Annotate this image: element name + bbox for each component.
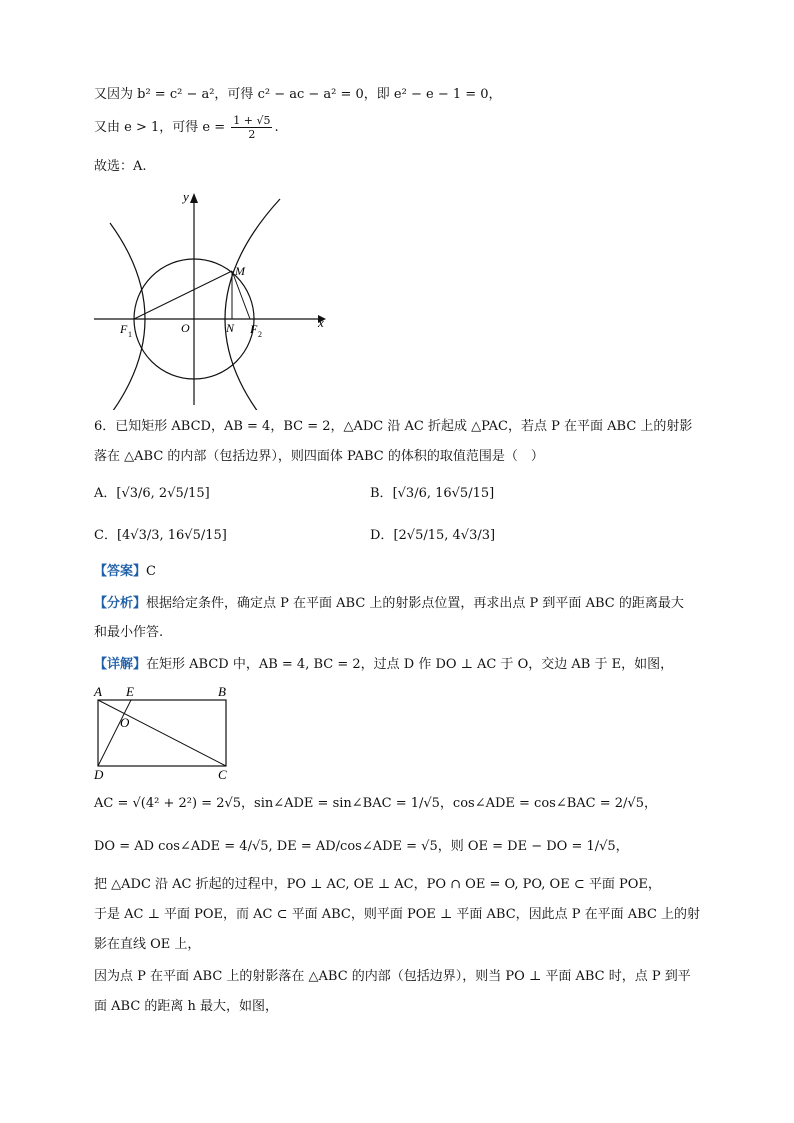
option-d-text: [2√5/15, 4√3/3] xyxy=(393,528,496,543)
paragraph-line-1: 把 △ADC 沿 AC 折起的过程中，PO ⊥ AC, OE ⊥ AC，PO ∩ OE = O, PO, OE ⊂ 平面 POE， xyxy=(94,877,661,892)
option-b xyxy=(370,485,494,503)
text-line-1: 又因为 b² = c² − a²，可得 c² − ac − a² = 0，即 e² − e − 1 = 0， xyxy=(94,87,502,102)
paragraph-line-2: 于是 AC ⊥ 平面 POE，而 AC ⊂ 平面 ABC，则平面 POE ⊥ 平面 ABC，因此点 P 在平面 ABC 上的射 xyxy=(94,907,701,922)
fraction-e xyxy=(231,114,272,141)
fraction-den: 2 xyxy=(248,128,256,141)
question-6-line-2: 落在 △ABC 的内部（包括边界），则四面体 PABC 的体积的取值范围是（ ） xyxy=(94,449,544,464)
detail-tag: 【详解】 xyxy=(94,657,147,672)
label-F2-sub: 2 xyxy=(258,330,262,339)
equation-line-1: AC = √(4² + 2²) = 2√5，sin∠ADE = sin∠BAC = 1/√5，cos∠ADE = cos∠BAC = 2/√5， xyxy=(94,796,657,811)
rectangle-figure xyxy=(90,682,240,782)
label-F1: F xyxy=(120,322,128,336)
text-line-3: 故选：A. xyxy=(94,159,147,174)
text-line-2: 又由 e > 1，可得 e = $\frac{1 + √5}{2}$ . xyxy=(94,114,279,141)
label-F2: F xyxy=(250,322,258,336)
paragraph-line-5: 面 ABC 的距离 h 最大，如图， xyxy=(94,999,279,1014)
option-d-label: D． xyxy=(370,528,394,543)
label-D: D xyxy=(94,767,104,782)
option-c-label: C． xyxy=(94,528,117,543)
label-N: N xyxy=(226,321,235,335)
detail-line-1 xyxy=(94,656,673,674)
option-b-label: B． xyxy=(370,486,393,501)
label-x: x xyxy=(318,315,324,330)
analysis-text-1: 根据给定条件，确定点 P 在平面 ABC 上的射影点位置，再求出点 P 到平面 ABC 的距离最大 xyxy=(146,596,684,611)
label-C: C xyxy=(218,767,227,782)
analysis-line-1 xyxy=(94,595,684,613)
analysis-line-2: 和最小作答. xyxy=(94,625,164,640)
question-6-line-1: 6．已知矩形 ABCD，AB = 4，BC = 2，△ADC 沿 AC 折起成 △PAC，若点 P 在平面 ABC 上的射影 xyxy=(94,419,693,434)
paragraph-line-3: 影在直线 OE 上， xyxy=(94,937,201,952)
fraction-num: 1 + √5 xyxy=(233,114,271,127)
label-y: y xyxy=(183,189,189,204)
label-A: A xyxy=(94,684,102,699)
option-a xyxy=(94,485,210,503)
option-c-text: [4√3/3, 16√5/15] xyxy=(116,528,227,543)
option-c xyxy=(94,527,227,545)
option-a-label: A． xyxy=(94,486,117,501)
label-F1-sub: 1 xyxy=(128,330,132,339)
answer-value: C xyxy=(146,564,156,579)
paragraph-line-4: 因为点 P 在平面 ABC 上的射影落在 △ABC 的内部（包括边界），则当 PO ⊥ 平面 ABC 时，点 P 到平 xyxy=(94,969,691,984)
label-E: E xyxy=(126,684,134,699)
hyperbola-figure xyxy=(90,185,335,410)
answer-tag: 【答案】 xyxy=(94,564,147,579)
label-O2: O xyxy=(120,715,130,730)
analysis-tag: 【分析】 xyxy=(94,596,147,611)
answer-line xyxy=(94,563,156,581)
option-b-text: [√3/6, 16√5/15] xyxy=(392,486,495,501)
equation-line-2: DO = AD cos∠ADE = 4/√5, DE = AD/cos∠ADE = √5，则 OE = DE − DO = 1/√5， xyxy=(94,839,629,854)
label-O: O xyxy=(181,321,190,335)
label-B: B xyxy=(218,684,226,699)
option-d xyxy=(370,527,495,545)
option-a-text: [√3/6, 2√5/15] xyxy=(116,486,210,501)
text-line-2-lead: 又由 e > 1，可得 e = xyxy=(94,120,226,135)
label-M: M xyxy=(235,264,245,278)
detail-text-1: 在矩形 ABCD 中，AB = 4, BC = 2，过点 D 作 DO ⊥ AC 于 O，交边 AB 于 E，如图， xyxy=(146,657,674,672)
